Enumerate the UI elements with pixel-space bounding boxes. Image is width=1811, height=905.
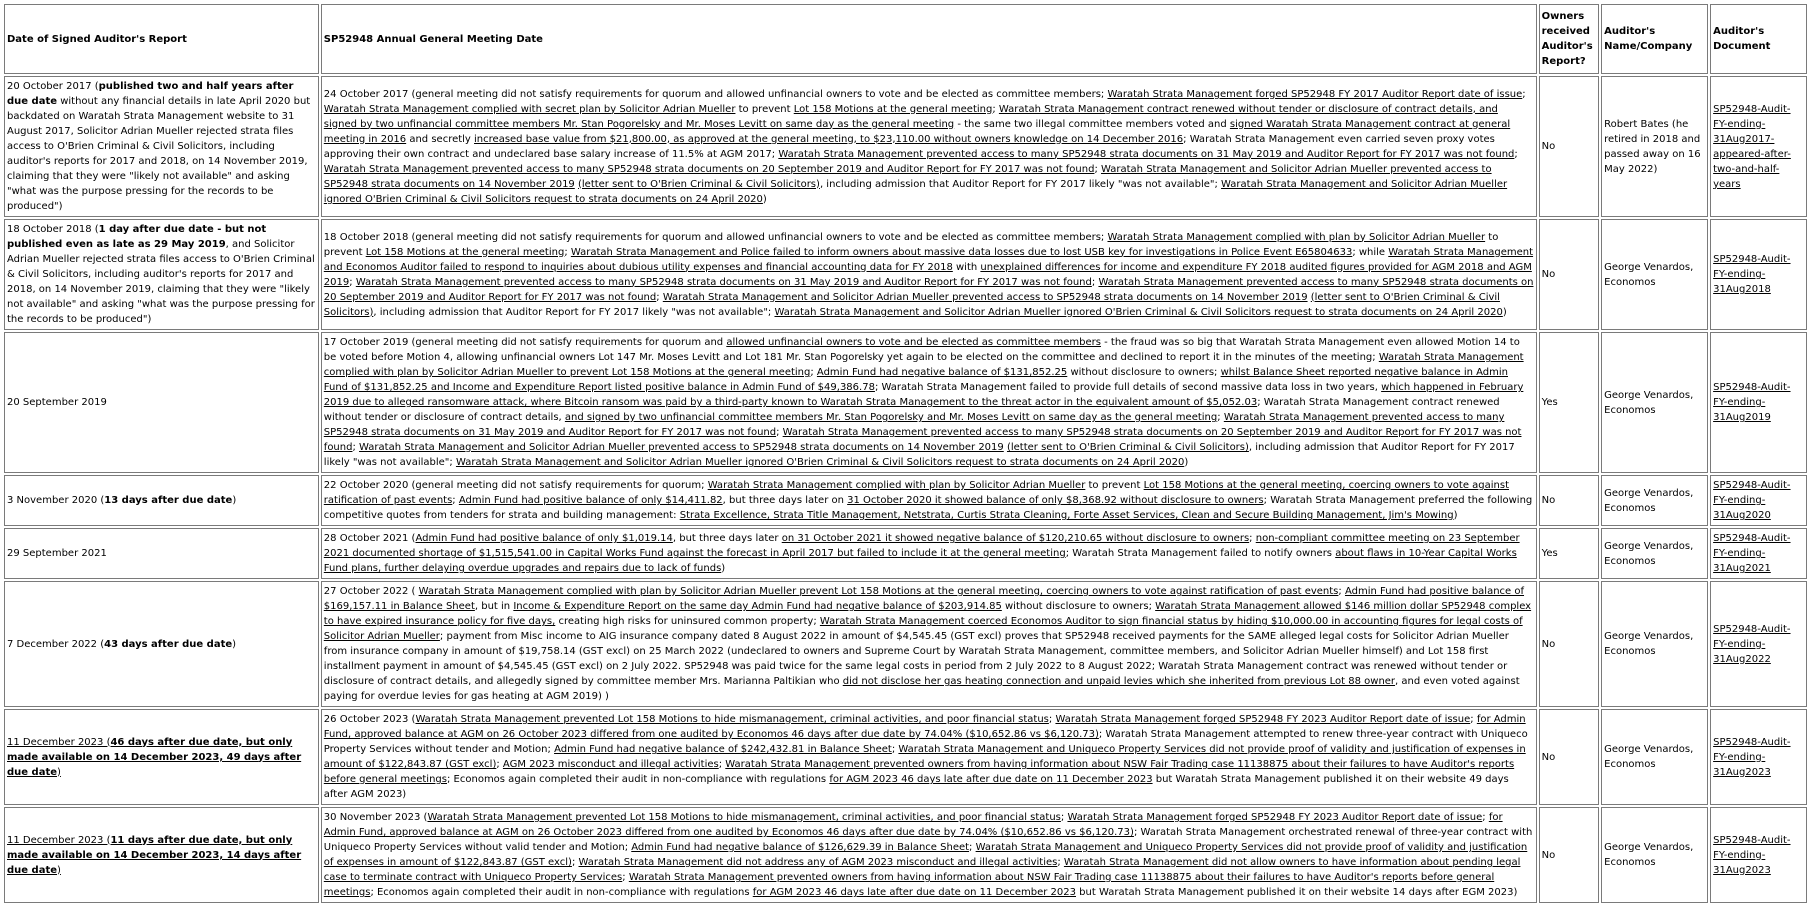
- agm-text: ;: [891, 744, 899, 755]
- auditor-document-link[interactable]: SP52948-Audit-FY-ending-31Aug2020: [1713, 480, 1791, 521]
- auditor-document-link[interactable]: SP52948-Audit-FY-ending-31Aug2023: [1713, 834, 1791, 876]
- agm-text: ;: [1048, 714, 1056, 725]
- auditor-cell: George Venardos, Economos: [1601, 709, 1708, 805]
- agm-link[interactable]: Waratah Strata Management and Solicitor Adrian Mueller ignored O'Brien Criminal & Civil Solicitors request to strata documents on 24 April 2020: [774, 306, 1503, 318]
- agm-link[interactable]: Waratah Strata Management prevented access to many SP52948 strata documents on 20 September 2019 and Auditor Report for FY 2017 was not found: [323, 163, 1095, 175]
- report-date-emphasis: 1 day after due date - but not published even as late as 29 May 2019: [7, 224, 267, 250]
- table-body: [4, 76, 1807, 903]
- header-received: Owners received Auditor's Report?: [1539, 4, 1600, 74]
- agm-link[interactable]: Waratah Strata Management and Economos Auditor failed to respond to inquiries about dubious utility expenses and financial accounting data for FY 2018: [323, 246, 1534, 273]
- agm-link[interactable]: Admin Fund had negative balance of $131,852.25: [816, 367, 1068, 378]
- agm-link[interactable]: Waratah Strata Management contract renewed without tender or disclosure of contract details, and signed by two unfinancial committee members Mr. Stan Pogorelsky and Mr. Moses Levitt on same day as the general meeting: [323, 103, 1498, 130]
- agm-link[interactable]: Waratah Strata Management prevented Lot 158 Motions to hide mismanagement, criminal activities, and poor financial status: [427, 812, 1061, 823]
- received-cell: No: [1539, 76, 1600, 217]
- agm-link[interactable]: Waratah Strata Management complied with secret plan by Solicitor Adrian Mueller: [323, 103, 736, 115]
- agm-date-cell: [321, 807, 1537, 903]
- table-row: [4, 709, 1807, 805]
- agm-text: ;: [718, 759, 726, 770]
- agm-text: but Waratah Strata Management published it on their website 49 days after AGM 2023): [323, 774, 1509, 800]
- agm-link[interactable]: Waratah Strata Management prevented access to many SP52948 strata documents on 31 May 2019 and Auditor Report for FY 2017 was not found: [778, 148, 1515, 160]
- table-row: [4, 219, 1807, 330]
- agm-link[interactable]: Waratah Strata Management forged SP52948 FY 2023 Auditor Report date of issue: [1055, 714, 1471, 725]
- received-cell: No: [1539, 709, 1600, 805]
- report-date-link[interactable]: 11 December 2023 (: [7, 834, 111, 846]
- auditor-cell: George Venardos, Economos: [1601, 528, 1708, 579]
- agm-link[interactable]: Admin Fund had negative balance of $126,629.39 in Balance Sheet: [631, 842, 970, 853]
- agm-text: 17 October 2019 (general meeting did not satisfy requirements for quorum and: [323, 337, 727, 348]
- report-date-cell: [4, 332, 319, 473]
- agm-link[interactable]: Waratah Strata Management prevented access to many SP52948 strata documents on 20 September 2019 and Auditor Report for FY 2017 was not found: [323, 276, 1534, 303]
- agm-link[interactable]: for Admin Fund, approved balance at AGM on 26 October 2023 differed from one audited by Economos 46 days after due date by 74.04% ($10,652.86 vs $6,120.73): [323, 714, 1526, 740]
- agm-link[interactable]: for Admin Fund, approved balance at AGM on 26 October 2023 differed from one audited by Economos 46 days after due date by 74.04% ($10,652.86 vs $6,120.73): [323, 812, 1503, 838]
- agm-text: ;: [776, 427, 783, 438]
- agm-text: ;: [1482, 812, 1489, 823]
- agm-text: ; Waratah Strata Management even carried seven proxy votes approving their own contract and undeclared base salary increase of 11.5% at AGM 2017;: [323, 133, 1495, 160]
- agm-text: ;: [1094, 163, 1102, 175]
- agm-text: ; payment from Misc income to AIG insurance company dated 8 August 2022 in amount of $4,545.45 (GST excl) proves that SP52948 received payments for the SAME alleged legal costs for Solicitor Adrian Mueller from insurance company in amount of $19,758.14 (GST excl) on 25 March 2022 (undeclared to owners and Supreme Court by Waratah Strata Management, committee members, and Solicitor Adrian Mueller himself) and Lot 158 first installment payment in amount of $4,545.45 (GST excl) on 2 July 2022. SP52948 was paid twice for the same legal costs in period from 2 July 2022 to 8 August 2022; Waratah Strata Management contract was renewed without tender or disclosure of contract details, and allegedly signed by committee member Mrs. Marianna Paltikian who: [323, 631, 1509, 687]
- agm-text: 24 October 2017 (general meeting did not satisfy requirements for quorum and allowed unfinancial owners to vote and be elected as committee members;: [323, 88, 1108, 100]
- agm-link[interactable]: Waratah Strata Management and Solicitor Adrian Mueller prevented access to SP52948 strata documents on 14 November 2019: [359, 442, 1004, 453]
- report-date-cell: [4, 219, 319, 330]
- agm-text: ;: [571, 857, 579, 868]
- agm-text: ;: [1217, 412, 1224, 423]
- agm-link[interactable]: Waratah Strata Management and Solicitor Adrian Mueller ignored O'Brien Criminal & Civil Solicitors request to strata documents on 24 April 2020: [455, 457, 1185, 468]
- agm-text: ;: [1470, 714, 1477, 725]
- agm-link[interactable]: for AGM 2023 46 days late after due date on 11 December 2023: [829, 774, 1153, 785]
- received-cell: Yes: [1539, 528, 1600, 579]
- agm-text: ; Economos again completed their audit in non-compliance with regulations: [447, 774, 830, 785]
- report-date-link[interactable]: ): [57, 864, 61, 876]
- agm-link[interactable]: Strata Excellence, Strata Title Management, Netstrata, Curtis Strata Cleaning, Forte Asset Services, Clean and Secure Building Management, Jim's Mowing: [679, 510, 1454, 521]
- agm-text: ;: [1249, 533, 1256, 544]
- document-cell: [1710, 528, 1807, 579]
- agm-link[interactable]: Waratah Strata Management allowed $146 million dollar SP52948 complex to have expired insurance policy for five days,: [323, 601, 1532, 627]
- agm-text: ): [762, 193, 767, 205]
- agm-text: ): [1453, 510, 1458, 521]
- agm-text: 26 October 2023 (: [323, 714, 416, 725]
- agm-date-cell: [321, 76, 1537, 217]
- agm-link[interactable]: Waratah Strata Management complied with plan by Solicitor Adrian Mueller to prevent Lot 158 Motions at the general meeting: [323, 352, 1524, 378]
- agm-link[interactable]: Waratah Strata Management did not allow owners to have information about pending legal case to terminate contract with Uniqueco Property Services: [323, 857, 1521, 883]
- report-date-text: , and Solicitor Adrian Mueller rejected strata files access to O'Brien Criminal & Civil Solicitors, including auditor's reports for 2017 and 2018, on 14 November 2019, claiming that they were "likely not available" and asking "what was the purpose pressing for the records to be produced"): [7, 239, 315, 325]
- report-date-emphasis: 46 days after due date, but only made available on 14 December 2023, 49 days after due date: [7, 736, 302, 778]
- report-date-text: ): [232, 638, 237, 650]
- agm-link[interactable]: did not disclose her gas heating connection and unpaid levies which she inherited from previous Lot 88 owner: [842, 676, 1396, 687]
- audit-reports-table: [2, 2, 1809, 905]
- agm-link[interactable]: Lot 158 Motions at the general meeting: [793, 103, 993, 115]
- auditor-cell: George Venardos, Economos: [1601, 475, 1708, 526]
- table-row: [4, 807, 1807, 903]
- agm-text: - the same two illegal committee members voted and: [954, 118, 1230, 130]
- auditor-document-link[interactable]: SP52948-Audit-FY-ending-31Aug2023: [1713, 736, 1791, 778]
- header-date: Date of Signed Auditor's Report: [4, 4, 319, 74]
- agm-link[interactable]: Waratah Strata Management prevented access to many SP52948 strata documents on 31 May 2019 and Auditor Report for FY 2017 was not found: [355, 276, 1092, 288]
- document-cell: [1710, 219, 1807, 330]
- agm-link[interactable]: AGM 2023 misconduct and illegal activities: [502, 759, 719, 770]
- agm-link[interactable]: allowed unfinancial owners to vote and be elected as committee members: [726, 337, 1101, 348]
- agm-link[interactable]: Waratah Strata Management forged SP52948 FY 2017 Auditor Report date of issue: [1107, 88, 1523, 100]
- agm-text: but Waratah Strata Management published it on their website 14 days after EGM 2023): [1076, 887, 1518, 898]
- agm-text: ; Waratah Strata Management attempted to renew three-year contract with Uniqueco Property Services without tender and Motion;: [323, 729, 1528, 755]
- auditor-cell: Robert Bates (he retired in 2018 and passed away on 16 May 2022): [1601, 76, 1708, 217]
- agm-text: , but in: [474, 601, 514, 612]
- report-date-text: 3 November 2020 (: [7, 495, 105, 506]
- agm-date-cell: [321, 332, 1537, 473]
- report-date-emphasis: 13 days after due date: [104, 495, 233, 506]
- agm-text: 18 October 2018 (general meeting did not satisfy requirements for quorum and allowed unfinancial owners to vote and be elected as committee members;: [323, 231, 1108, 243]
- received-cell: No: [1539, 807, 1600, 903]
- agm-date-cell: [321, 709, 1537, 805]
- header-document: Auditor's Document: [1710, 4, 1807, 74]
- agm-text: ;: [1522, 88, 1526, 100]
- agm-text: ; Economos again completed their audit in non-compliance with regulations: [370, 887, 753, 898]
- agm-date-cell: [321, 219, 1537, 330]
- agm-text: ): [1184, 457, 1189, 468]
- auditor-cell: George Venardos, Economos: [1601, 807, 1708, 903]
- agm-link[interactable]: Lot 158 Motions at the general meeting: [365, 246, 565, 258]
- agm-text: , including admission that Auditor Report for FY 2017 likely "was not available";: [373, 306, 775, 318]
- agm-text: ;: [496, 759, 503, 770]
- auditor-document-link[interactable]: SP52948-Audit-FY-ending-31Aug2017-appeared-after-two-and-half-years: [1713, 103, 1791, 190]
- agm-text: and secretly: [406, 133, 475, 145]
- document-cell: [1710, 581, 1807, 707]
- agm-text: ;: [349, 276, 356, 288]
- document-cell: [1710, 475, 1807, 526]
- report-date-cell: [4, 807, 319, 903]
- agm-text: 27 October 2022 (: [323, 586, 419, 597]
- agm-link[interactable]: signed Waratah Strata Management contract at general meeting in 2016: [323, 118, 1511, 145]
- agm-link[interactable]: Admin Fund had positive balance of only $1,019.14: [415, 533, 673, 544]
- agm-text: 22 October 2020 (general meeting did not satisfy requirements for quorum;: [323, 480, 708, 491]
- agm-text: with: [952, 261, 981, 273]
- agm-text: ; Waratah Strata Management failed to notify owners: [1065, 548, 1336, 559]
- agm-link[interactable]: for AGM 2023 46 days late after due date on 11 December 2023: [752, 887, 1076, 898]
- auditor-document-link[interactable]: SP52948-Audit-FY-ending-31Aug2018: [1713, 254, 1791, 295]
- report-date-cell: [4, 581, 319, 707]
- auditor-cell: George Venardos, Economos: [1601, 581, 1708, 707]
- agm-text: 30 November 2023 (: [323, 812, 428, 823]
- table-row: [4, 76, 1807, 217]
- report-date-text: without any financial details in late April 2020 but backdated on Waratah Strata Management website to 31 August 2017, Solicitor Adrian Mueller rejected strata files access to O'Brien Criminal & Civil Solicitors, including auditor's reports for 2017 and 2018, on 14 November 2019, claiming that they were "likely not available" and asking "what was the purpose pressing for the records to be produced"): [7, 96, 311, 212]
- agm-text: ;: [622, 872, 629, 883]
- agm-link[interactable]: Admin Fund had negative balance of $242,432.81 in Balance Sheet: [554, 744, 892, 755]
- agm-link[interactable]: Waratah Strata Management and Police failed to inform owners about massive data losses due to lost USB key for investigations in Police Event E65804633: [570, 246, 1353, 258]
- received-cell: No: [1539, 475, 1600, 526]
- agm-text: , but three days later: [672, 533, 782, 544]
- auditor-cell: George Venardos, Economos: [1601, 219, 1708, 330]
- auditor-document-link[interactable]: SP52948-Audit-FY-ending-31Aug2022: [1713, 623, 1791, 665]
- agm-link[interactable]: Admin Fund had positive balance of only $14,411.82: [458, 495, 723, 506]
- agm-text: ; Waratah Strata Management preferred the following competitive quotes from tenders for strata and building management:: [323, 495, 1533, 521]
- agm-date-cell: [321, 475, 1537, 526]
- agm-text: , but three days later on: [722, 495, 848, 506]
- agm-link[interactable]: Waratah Strata Management prevented owners from having information about NSW Fair Trading case 11138875 about their failures to have Auditor's reports before general meetings: [323, 759, 1515, 785]
- document-cell: [1710, 332, 1807, 473]
- agm-text: without disclosure to owners;: [1067, 367, 1221, 378]
- auditor-document-link[interactable]: SP52948-Audit-FY-ending-31Aug2019: [1713, 382, 1791, 423]
- agm-link[interactable]: Waratah Strata Management prevented access to many SP52948 strata documents on 20 September 2019 and Auditor Report for FY 2017 was not found: [323, 427, 1522, 453]
- agm-text: ; Waratah Strata Management orchestrated renewal of three-year contract with Uniqueco Property Services without valid tender and Motion;: [323, 827, 1533, 853]
- agm-text: ;: [1338, 586, 1345, 597]
- agm-link[interactable]: Waratah Strata Management complied with plan by Solicitor Adrian Mueller: [707, 480, 1086, 491]
- agm-text: to prevent: [735, 103, 794, 115]
- report-date-emphasis: 11 days after due date, but only made available on 14 December 2023, 14 days after due date: [7, 834, 302, 876]
- document-cell: [1710, 709, 1807, 805]
- report-date-cell: [4, 528, 319, 579]
- agm-link[interactable]: on 31 October 2021 it showed negative balance of $120,210.65 without disclosure to owners: [781, 533, 1250, 544]
- agm-text: ;: [1060, 812, 1068, 823]
- agm-link[interactable]: Waratah Strata Management did not address any of AGM 2023 misconduct and illegal activities: [578, 857, 1058, 868]
- agm-link[interactable]: Waratah Strata Management and Uniqueco Property Services did not provide proof of validity and justification of expenses in amount of $122,843.87 (GST excl): [323, 842, 1528, 868]
- document-cell: [1710, 76, 1807, 217]
- agm-link[interactable]: Waratah Strata Management and Solicitor Adrian Mueller prevented access to SP52948 strata documents on 14 November 2019: [323, 163, 1492, 190]
- agm-text: ;: [1514, 148, 1518, 160]
- agm-date-cell: [321, 528, 1537, 579]
- report-date-text: 20 September 2019: [7, 397, 107, 408]
- agm-text: ;: [992, 103, 999, 115]
- report-date-link[interactable]: ): [57, 766, 61, 778]
- agm-link[interactable]: Waratah Strata Management complied with plan by Solicitor Adrian Mueller prevent Lot 158 Motions at the general meeting, coercing owners to vote against ratification of past events: [418, 586, 1339, 597]
- agm-link[interactable]: Waratah Strata Management coerced Economos Auditor to sign financial status by hiding $10,000.00 in accounting figures for legal costs of Solicitor Adrian Mueller: [323, 616, 1523, 642]
- report-date-cell: [4, 475, 319, 526]
- report-date-text: 29 September 2021: [7, 548, 107, 559]
- agm-text: ;: [656, 291, 663, 303]
- agm-text: - the fraud was so big that Waratah Strata Management even allowed Motion 14 to be voted before Motion 4, allowing unfinancial owners Lot 147 Mr. Moses Levitt and Lot 181 Mr. Stan Pogorelsky yet again to be elected on the committee and declined to report it in the minutes of the meeting;: [323, 337, 1520, 363]
- agm-link[interactable]: increased base value from $21,800.00, as approved at the general meeting, to $23,110.00 without owners knowledge on 14 December 2016: [474, 133, 1184, 145]
- agm-text: ): [721, 563, 726, 574]
- agm-link[interactable]: 31 October 2020 it showed balance of only $8,368.92 without disclosure to owners: [847, 495, 1264, 506]
- agm-link[interactable]: about flaws in 10-Year Capital Works Fund plans, further delaying overdue upgrades and repairs due to lack of funds: [323, 548, 1517, 574]
- agm-text: ): [1502, 306, 1507, 318]
- agm-link[interactable]: Admin Fund had positive balance of $169,157.11 in Balance Sheet: [323, 586, 1525, 612]
- agm-link[interactable]: (letter sent to O'Brien Criminal & Civil Solicitors): [323, 291, 1500, 318]
- report-date-emphasis: published two and half years after due date: [7, 81, 294, 107]
- report-date-link[interactable]: 11 December 2023 (: [7, 736, 111, 748]
- agm-text: ; Waratah Strata Management contract renewed without tender or disclosure of contract details,: [323, 397, 1500, 423]
- agm-link[interactable]: (letter sent to O'Brien Criminal & Civil Solicitors): [577, 178, 820, 190]
- agm-link[interactable]: Waratah Strata Management complied with plan by Solicitor Adrian Mueller: [1107, 231, 1486, 243]
- agm-text: 28 October 2021 (: [323, 533, 416, 544]
- agm-text: , including admission that Auditor Report for FY 2017 likely "was not available";: [323, 442, 1515, 468]
- agm-text: , including admission that Auditor Report for FY 2017 likely "was not available";: [819, 178, 1222, 190]
- agm-text: without disclosure to owners;: [1001, 601, 1156, 612]
- agm-link[interactable]: Waratah Strata Management and Solicitor Adrian Mueller prevented access to SP52948 strata documents on 14 November 2019: [662, 291, 1308, 303]
- agm-link[interactable]: Waratah Strata Management and Uniqueco Property Services did not provide proof of validity and justification of expenses in amount of $122,843.87 (GST excl): [323, 744, 1526, 770]
- report-date-text: 7 December 2022 (: [7, 638, 105, 650]
- agm-text: ;: [1057, 857, 1064, 868]
- agm-link[interactable]: Waratah Strata Management forged SP52948 FY 2023 Auditor Report date of issue: [1067, 812, 1483, 823]
- report-date-text: 18 October 2018 (: [7, 224, 99, 235]
- agm-link[interactable]: and signed by two unfinancial committee members Mr. Stan Pogorelsky and Mr. Moses Levitt on same day as the general meeting: [564, 412, 1218, 423]
- auditor-document-link[interactable]: SP52948-Audit-FY-ending-31Aug2021: [1713, 533, 1791, 574]
- agm-text: ; Waratah Strata Management failed to provide full details of second massive data loss in two years,: [874, 382, 1382, 393]
- document-cell: [1710, 807, 1807, 903]
- table-row: [4, 581, 1807, 707]
- table-row: [4, 528, 1807, 579]
- agm-link[interactable]: Waratah Strata Management and Solicitor Adrian Mueller ignored O'Brien Criminal & Civil Solicitors request to strata documents on 24 April 2020: [323, 178, 1508, 205]
- agm-text: ;: [452, 495, 459, 506]
- received-cell: No: [1539, 219, 1600, 330]
- agm-text: ;: [810, 367, 817, 378]
- table-row: [4, 475, 1807, 526]
- agm-text: ;: [352, 442, 360, 453]
- agm-text: creating high risks for uninsured common property;: [555, 616, 820, 627]
- agm-link[interactable]: whilst Balance Sheet reported negative balance in Admin Fund of $131,852.25 and Income and Expenditure Report listed positive balance in Admin Fund of $49,386.78: [323, 367, 1508, 393]
- report-date-emphasis: 43 days after due date: [104, 638, 233, 650]
- agm-text: to prevent: [323, 231, 1499, 258]
- agm-text: ; while: [1352, 246, 1389, 258]
- received-cell: No: [1539, 581, 1600, 707]
- received-cell: Yes: [1539, 332, 1600, 473]
- agm-link[interactable]: non-compliant committee meeting on 23 September 2021 documented shortage of $1,515,541.00 in Capital Works Fund against the forecast in April 2017 but failed to include it at the general meeting: [323, 533, 1520, 559]
- agm-link[interactable]: unexplained differences for income and expenditure FY 2018 audited figures provided for AGM 2018 and AGM 2019: [323, 261, 1532, 288]
- agm-text: ;: [564, 246, 571, 258]
- report-date-text: 20 October 2017 (: [7, 81, 99, 92]
- agm-link[interactable]: Waratah Strata Management prevented access to many SP52948 strata documents on 31 May 2019 and Auditor Report for FY 2017 was not found: [323, 412, 1505, 438]
- report-date-cell: [4, 709, 319, 805]
- table-row: [4, 332, 1807, 473]
- agm-date-cell: [321, 581, 1537, 707]
- header-auditor: Auditor's Name/Company: [1601, 4, 1708, 74]
- agm-link[interactable]: Lot 158 Motions at the general meeting, coercing owners to vote against ratification of past events: [323, 480, 1510, 506]
- agm-link[interactable]: Waratah Strata Management prevented owners from having information about NSW Fair Trading case 11138875 about their failures to have Auditor's reports before general meetings: [323, 872, 1495, 898]
- header-agm: SP52948 Annual General Meeting Date: [321, 4, 1537, 74]
- agm-link[interactable]: which happened in February 2019 due to alleged ransomware attack, where Bitcoin ransom was paid by a third-party known to Waratah Strata Management to the threat actor in the equivalent amount of $5,052.03: [323, 382, 1524, 408]
- agm-text: , and even voted against paying for overdue levies for gas heating at AGM 2019) ): [323, 676, 1520, 702]
- agm-text: ;: [969, 842, 976, 853]
- agm-link[interactable]: (letter sent to O'Brien Criminal & Civil Solicitors): [1006, 442, 1249, 453]
- report-date-text: ): [232, 495, 237, 506]
- header-row: [4, 4, 1807, 74]
- report-date-cell: [4, 76, 319, 217]
- auditor-cell: George Venardos, Economos: [1601, 332, 1708, 473]
- agm-link[interactable]: Income & Expenditure Report on the same day Admin Fund had negative balance of $203,914.85: [513, 601, 1002, 612]
- agm-text: to prevent: [1085, 480, 1144, 491]
- agm-text: ;: [1091, 276, 1099, 288]
- agm-link[interactable]: Waratah Strata Management prevented Lot 158 Motions to hide mismanagement, criminal activities, and poor financial status: [415, 714, 1049, 725]
